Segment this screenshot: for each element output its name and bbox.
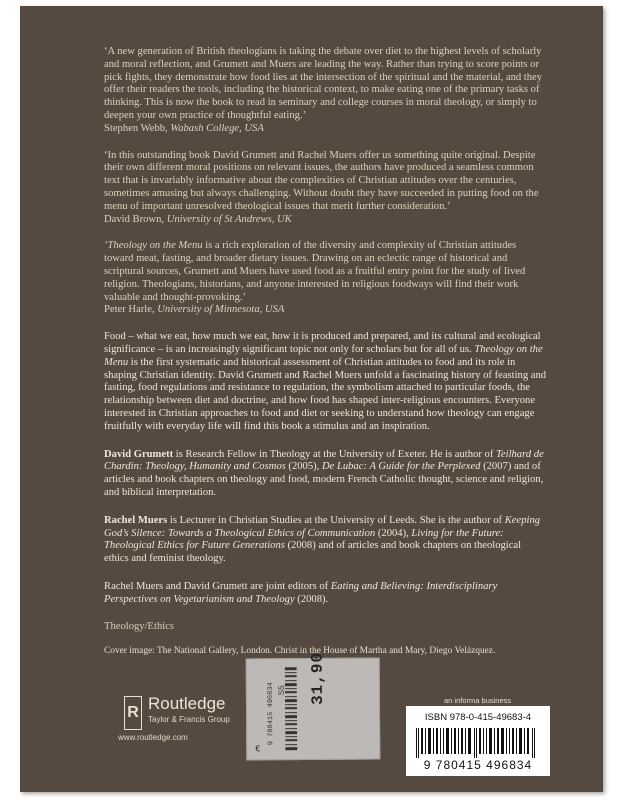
description-book-title: Theology on the Menu [104, 343, 543, 368]
bio-text: (2004), [375, 527, 412, 539]
barcode-icon [414, 728, 542, 758]
editors-book-title: Eating and Believing: Interdisciplinary Perspectives on Vegetarianism and Theology [104, 580, 498, 605]
sticker-label: S5 [276, 685, 286, 696]
review-blurb [104, 150, 548, 227]
reviewer-affiliation: Wabash College, USA [170, 122, 264, 134]
description-part-1: Food – what we eat, how much we eat, how it is produced and prepared, and its cultural and ecological significance – is an increasingly significant topic not only for scholars but for all of us. [104, 331, 541, 355]
bio-book-title: Teilhard de Chardin: Theology, Humanity and Cosmos [104, 448, 544, 473]
review-blurb [104, 46, 548, 136]
review-quote [104, 240, 548, 304]
review-attribution [104, 214, 548, 227]
author-bio-muers [104, 515, 548, 566]
publisher-url: www.routledge.com [118, 733, 188, 742]
bio-text: is Lecturer in Christian Studies at the University of Leeds. She is the author of [167, 514, 505, 526]
review-attribution [104, 304, 548, 317]
informa-business-label: an informa business [444, 696, 512, 705]
review-blurb [104, 240, 548, 317]
cover-image-credit: Cover image: The National Gallery, London. Christ in the House of Martha and Mary, Diego Velázquez. [104, 646, 496, 657]
reviewer-affiliation: University of St Andrews, UK [166, 213, 292, 225]
cover-text-column [104, 46, 548, 658]
reviewer-name: David Brown, [104, 213, 167, 225]
sticker-price: 31,90 [308, 651, 327, 706]
sticker-code: 9 780415 496834 [266, 682, 276, 746]
editors-text: (2008). [294, 593, 329, 605]
reviewer-name: Stephen Webb, [104, 122, 171, 134]
review-quote-text: is a rich exploration of the diversity and complexity of Christian attitudes toward meat, fasting, and broader dietary issues. Drawing on an eclectic range of historical and scriptural sources, Grumett and Muers have used food as a fruitful entry point for the study of lived religion. Theologians, historians, and anyone interested in religious foodways will find their work valuable and thought-provoking.’ [104, 240, 526, 303]
editors-text: Rachel Muers and David Grumett are joint editors of [104, 580, 331, 592]
routledge-logo-icon: R [124, 696, 142, 730]
publisher-name: Routledge [148, 694, 226, 713]
book-description [104, 331, 548, 433]
reviewer-name: Peter Harle, [104, 304, 158, 316]
price-sticker [246, 651, 381, 761]
description-part-2: is the first systematic and historical assessment of Christian attitudes to food and its role in shaping Christian identity. David Grumett and Rachel Muers unfold a fascinating history of feasting and fasting, food regulations and resistance to regulation, the symbolism attached to particular foods, the relationship between diet and doctrine, and how food has shaped inter-religious encounters. Everyone interested in Christian approaches to food and diet or seeking to understand how theology can engage fruitfully with everyday life will find this book a stimulus and an inspiration. [104, 356, 547, 432]
book-back-cover [20, 6, 603, 792]
isbn-barcode-box [406, 706, 550, 776]
review-attribution [104, 123, 548, 136]
bio-book-title: Living for the Future: Theological Ethics for Future Generations [104, 527, 504, 552]
bio-text: (2005), [285, 461, 322, 473]
joint-editors-note [104, 581, 548, 607]
bio-text: (2007) and of articles and book chapters on theology and food, modern French Catholic thought, science and religion, and biblical interpretation. [104, 461, 544, 498]
isbn-number: ISBN 978-0-415-49683-4 [424, 712, 532, 723]
author-name: David Grumett [104, 448, 174, 460]
bio-book-title: Keeping God’s Silence: Towards a Theological Ethics of Communication [104, 514, 541, 539]
author-name: Rachel Muers [104, 514, 168, 526]
sticker-currency: € [255, 743, 261, 754]
bio-book-title: De Lubac: A Guide for the Perplexed [321, 461, 481, 473]
review-quote: ‘In this outstanding book David Grumett and Rachel Muers offer us something quite original. Despite their own different moral positions on relevant issues, the authors have produced a seamless common text that is invariably informative about the complexities of Christian attitudes over the centuries, sometimes amusing but always challenging. Without doubt they have succeeded in putting food on the menu of important unresolved theological issues that merit further consideration.’ [104, 149, 539, 212]
publisher-group: Taylor & Francis Group [148, 715, 230, 724]
bio-text: (2008) and of articles and book chapters on theological ethics and feminist theology. [104, 540, 522, 565]
review-quote: ‘A new generation of British theologians is taking the debate over diet to the highest levels of scholarly and moral reflection, and Grumett and Muers are leading the way. Rather than trying to score points or pick fights, they demonstrate how food lies at the intersection of the spiritual and the material, and they offer their readers the tools, including the historical context, to make eating one of the primary tasks of thinking. This is now the book to read in seminary and college courses in moral theology, or simply to deepen your own practice of thoughtful eating.’ [104, 46, 543, 121]
sticker-barcode-icon [285, 667, 298, 751]
subject-category: Theology/Ethics [104, 621, 175, 633]
author-bio-grumett [104, 449, 548, 500]
review-book-title: ‘Theology on the Menu [104, 240, 203, 252]
ean-number: 9 780415 496834 [423, 758, 533, 772]
reviewer-affiliation: University of Minnesota, USA [157, 304, 285, 316]
bio-text: is Research Fellow in Theology at the University of Exeter. He is author of [173, 448, 496, 460]
